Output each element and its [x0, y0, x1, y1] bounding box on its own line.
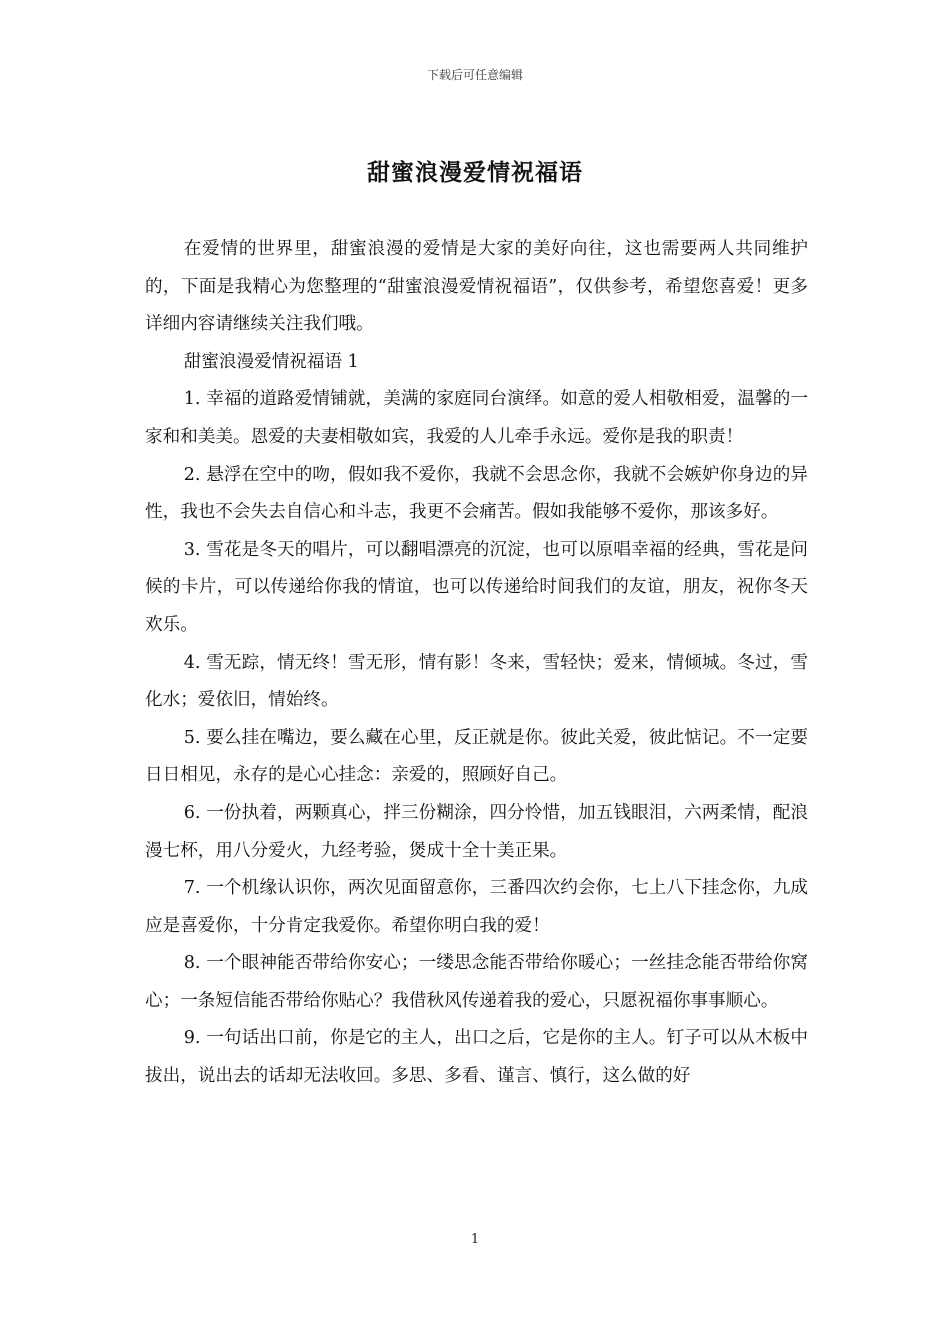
intro-paragraph: 在爱情的世界里，甜蜜浪漫的爱情是大家的美好向往，这也需要两人共同维护的，下面是我精心为您整理的“甜蜜浪漫爱情祝福语”，仅供参考，希望您喜爱！更多详细内容请继续关注我们哦。 [145, 239, 808, 335]
section-heading: 甜蜜浪漫爱情祝福语 1 [183, 351, 359, 372]
blessing-item-2: 2. 悬浮在空中的吻，假如我不爱你，我就不会思念你，我就不会嫉妒你身边的异性，我也不会失去自信心和斗志，我更不会痛苦。假如我能够不爱你，那该多好。 [145, 464, 808, 523]
page-number: 1 [470, 1232, 480, 1247]
document-title: 甜蜜浪漫爱情祝福语 [367, 159, 583, 186]
blessing-item-3: 3. 雪花是冬天的唱片，可以翻唱漂亮的沉淀，也可以原唱幸福的经典，雪花是问候的卡片，可以传递给你我的情谊，也可以传递给时间我们的友谊，朋友，祝你冬天欢乐。 [145, 539, 808, 635]
blessing-item-5: 5. 要么挂在嘴边，要么藏在心里，反正就是你。彼此关爱，彼此惦记。不一定要日日相见，永存的是心心挂念：亲爱的，照顾好自己。 [145, 727, 808, 786]
blessing-item-9: 9. 一句话出口前，你是它的主人，出口之后，它是你的主人。钉子可以从木板中拔出，说出去的话却无法收回。多思、多看、谨言、慎行，这么做的好 [145, 1028, 808, 1087]
blessing-item-6: 6. 一份执着，两颗真心，拌三份糊涂，四分怜惜，加五钱眼泪，六两柔情，配浪漫七杯，用八分爱火，九经考验，煲成十全十美正果。 [145, 802, 808, 861]
blessing-item-7: 7. 一个机缘认识你，两次见面留意你，三番四次约会你，七上八下挂念你，九成应是喜爱你，十分肯定我爱你。希望你明白我的爱！ [145, 878, 808, 936]
blessing-item-8: 8. 一个眼神能否带给你安心；一缕思念能否带给你暖心；一丝挂念能否带给你窝心；一条短信能否带给你贴心？我借秋风传递着我的爱心，只愿祝福你事事顺心。 [145, 953, 808, 1011]
blessing-item-1: 1. 幸福的道路爱情铺就，美满的家庭同台演绎。如意的爱人相敬相爱，温馨的一家和和美美。恩爱的夫妻相敬如宾，我爱的人儿牵手永远。爱你是我的职责！ [145, 389, 808, 447]
document-body [145, 231, 808, 1096]
page-header: 下载后可任意编辑 [426, 68, 523, 82]
blessing-item-4: 4. 雪无踪，情无终！雪无形，情有影！冬来，雪轻快；爱来，情倾城。冬过，雪化水；爱依旧，情始终。 [145, 652, 808, 711]
